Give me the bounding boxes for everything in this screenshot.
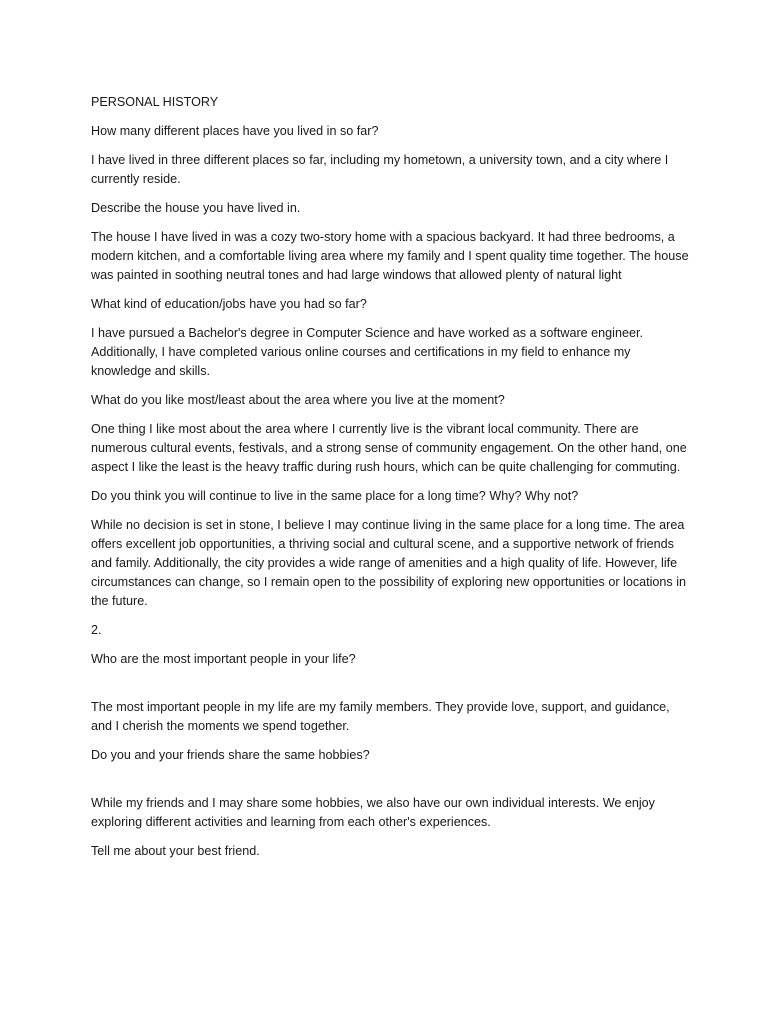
document-title: PERSONAL HISTORY [91, 95, 219, 109]
answer-area: One thing I like most about the area where I currently live is the vibrant local community. There are numerous cultural events, festivals, and a strong sense of community engagement. On the other hand, one aspect I like the least is the heavy traffic during rush hours, which can be quite challenging for commuting. [91, 422, 687, 474]
question-education-jobs: What kind of education/jobs have you had so far? [91, 297, 367, 311]
question-continue-living: Do you think you will continue to live in the same place for a long time? Why? Why not? [91, 489, 579, 503]
answer-house: The house I have lived in was a cozy two-story home with a spacious backyard. It had three bedrooms, a modern kitchen, and a comfortable living area where my family and I spent quality time together. The house was painted in soothing neutral tones and had large windows that allowed plenty of natural light [91, 230, 689, 282]
question-important-people: Who are the most important people in your life? [91, 652, 356, 666]
answer-continue-living: While no decision is set in stone, I believe I may continue living in the same place for a long time. The area offers excellent job opportunities, a thriving social and cultural scene, and a supportive network of friends and family. Additionally, the city provides a wide range of amenities and a high quality of life. However, life circumstances can change, so I remain open to the possibility of exploring new opportunities or locations in the future. [91, 518, 687, 608]
question-house: Describe the house you have lived in. [91, 201, 301, 215]
answer-important-people: The most important people in my life are my family members. They provide love, support, and guidance, and I cherish the moments we spend together. [91, 700, 670, 733]
section-number: 2. [91, 623, 102, 637]
question-hobbies: Do you and your friends share the same hobbies? [91, 748, 370, 762]
question-area: What do you like most/least about the area where you live at the moment? [91, 393, 505, 407]
document-body [91, 93, 691, 871]
question-places-lived: How many different places have you lived in so far? [91, 124, 379, 138]
answer-education-jobs: I have pursued a Bachelor's degree in Computer Science and have worked as a software engineer. Additionally, I have completed various online courses and certifications in my field to enhance my knowledge and skills. [91, 326, 643, 378]
answer-places-lived: I have lived in three different places so far, including my hometown, a university town, and a city where I currently reside. [91, 153, 669, 186]
question-best-friend: Tell me about your best friend. [91, 844, 260, 858]
answer-hobbies: While my friends and I may share some hobbies, we also have our own individual interests. We enjoy exploring different activities and learning from each other's experiences. [91, 796, 655, 829]
